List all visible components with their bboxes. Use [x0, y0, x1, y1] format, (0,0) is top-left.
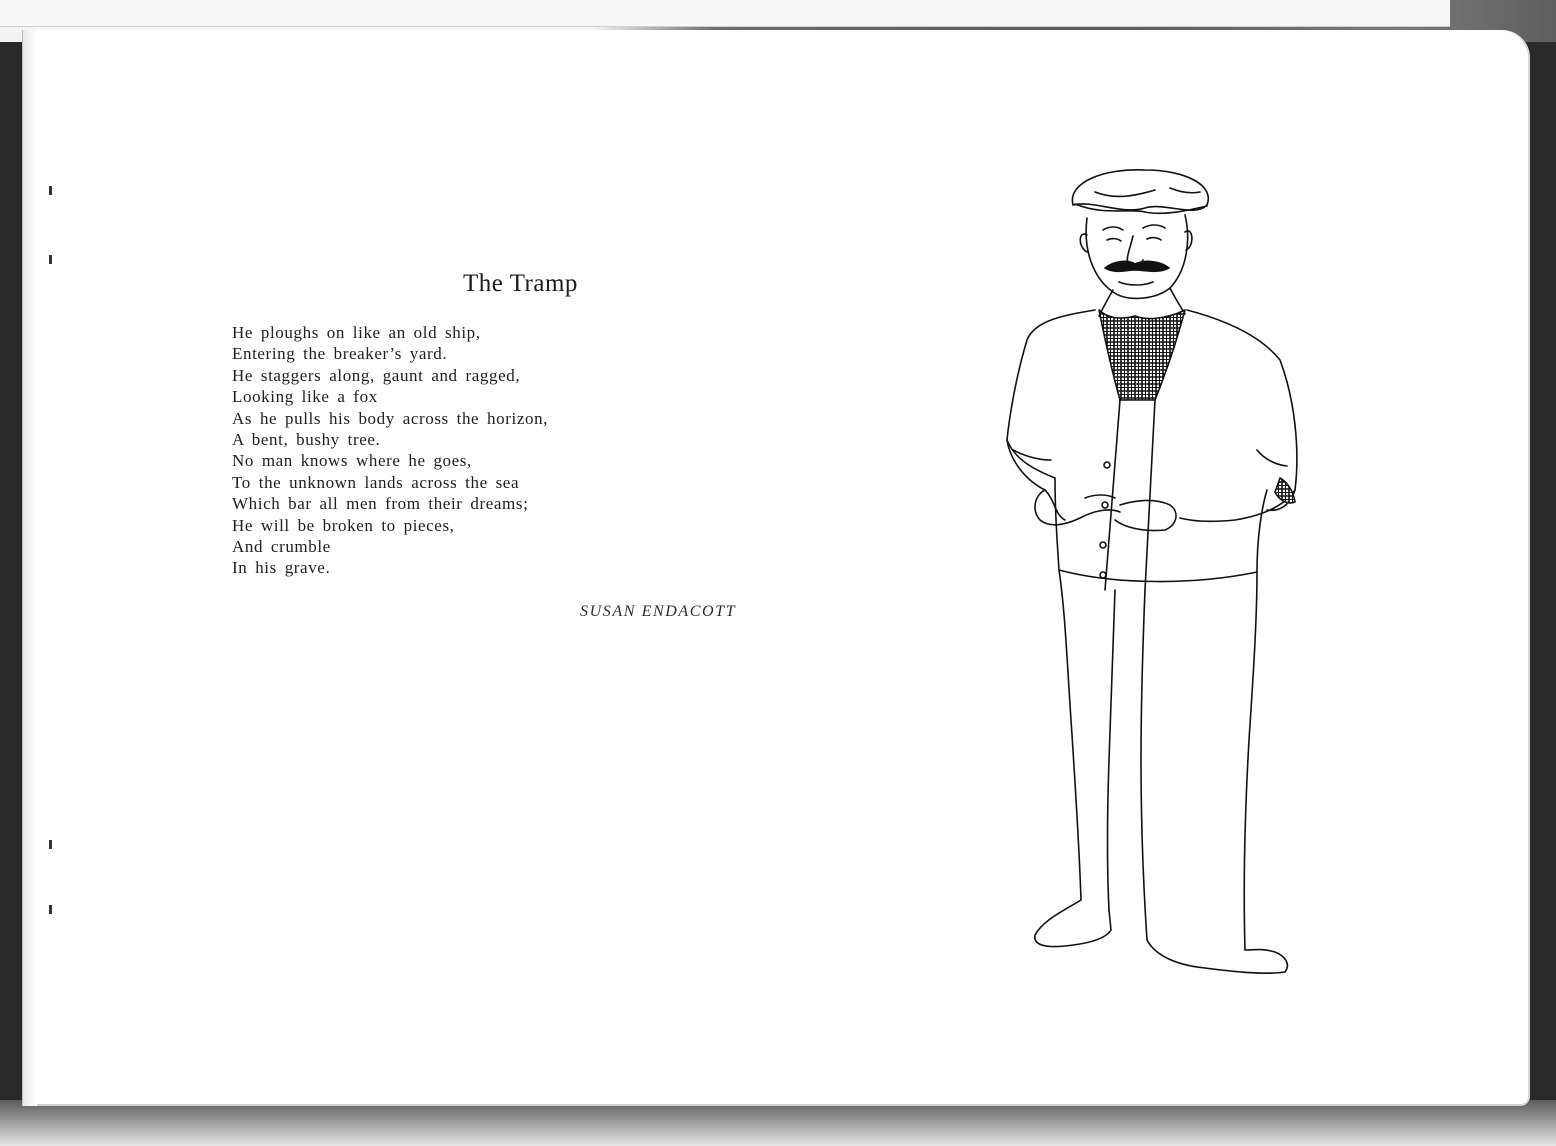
poem-line: He will be broken to pieces,	[232, 515, 455, 535]
binding-stitch	[49, 905, 52, 914]
poem-line: Which bar all men from their dreams;	[232, 494, 529, 514]
page-binding	[22, 30, 37, 1106]
binding-stitch	[49, 186, 52, 195]
poem-line: No man knows where he goes,	[232, 451, 472, 471]
poem-line: To the unknown lands across the sea	[232, 472, 520, 492]
binding-stitch	[49, 840, 52, 849]
poem-title: The Tramp	[463, 270, 578, 297]
scan-bottom-edge	[0, 1100, 1556, 1146]
poem-body	[232, 322, 548, 579]
poem-line: Entering the breaker’s yard.	[232, 344, 448, 364]
poem-line: And crumble	[232, 537, 331, 557]
poem-line: As he pulls his body across the horizon,	[232, 408, 549, 428]
poem-line: A bent, bushy tree.	[232, 430, 381, 450]
previous-page-edge	[0, 0, 1450, 27]
poem-line: Looking like a fox	[232, 387, 378, 407]
tramp-illustration	[995, 160, 1315, 1000]
poem-line: In his grave.	[232, 558, 331, 578]
poem-line: He staggers along, gaunt and ragged,	[232, 365, 521, 385]
poem-author: SUSAN ENDACOTT	[580, 603, 737, 620]
binding-stitch	[49, 255, 52, 264]
poem-line: He ploughs on like an old ship,	[232, 323, 481, 342]
